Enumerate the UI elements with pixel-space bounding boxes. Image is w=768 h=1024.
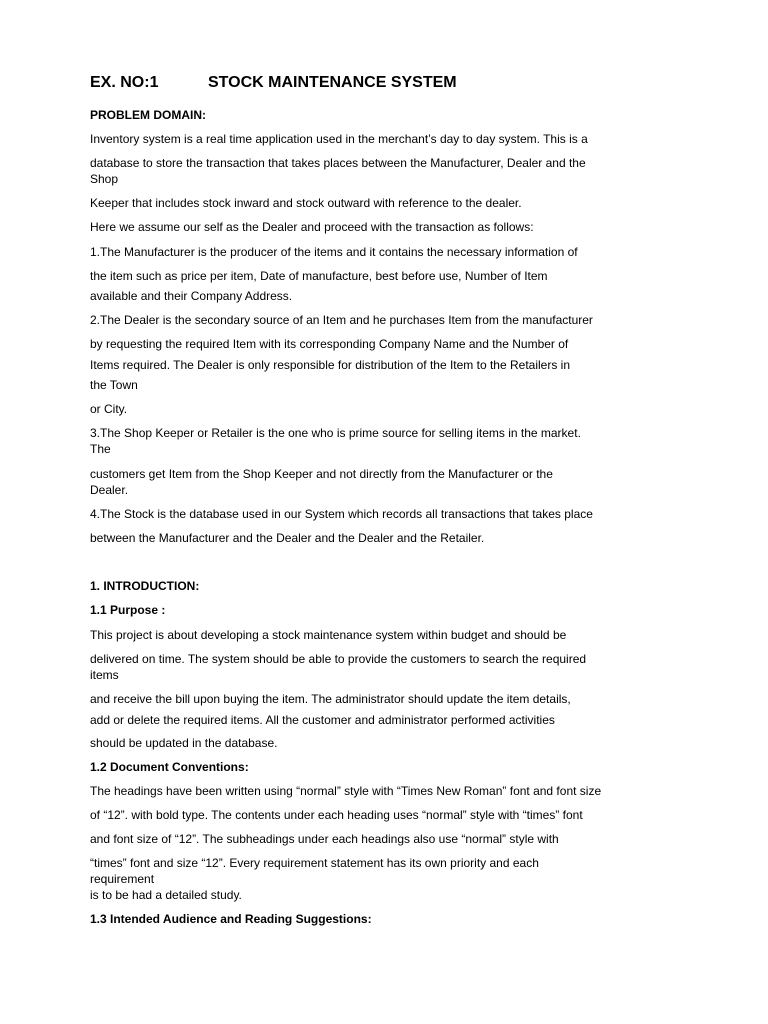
paragraph-line: 2.The Dealer is the secondary source of an Item and he purchases Item from the manufacturer xyxy=(90,313,593,327)
paragraph-line: or City. xyxy=(90,402,128,416)
paragraph-line: and receive the bill upon buying the item. The administrator should update the item details, xyxy=(90,692,571,706)
paragraph-line: Inventory system is a real time application used in the merchant’s day to day system. This is a xyxy=(90,132,588,146)
paragraph-line: Shop xyxy=(90,172,119,186)
paragraph-line: between the Manufacturer and the Dealer and the Dealer and the Retailer. xyxy=(90,531,485,545)
paragraph-line: 3.The Shop Keeper or Retailer is the one who is prime source for selling items in the market. xyxy=(90,426,581,440)
audience-subheading: 1.3 Intended Audience and Reading Suggestions: xyxy=(90,912,372,926)
paragraph-line: “times” font and size “12”. Every requirement statement has its own priority and each xyxy=(90,856,539,870)
paragraph-line: delivered on time. The system should be able to provide the customers to search the required xyxy=(90,652,587,666)
paragraph-line: add or delete the required items. All the customer and administrator performed activities xyxy=(90,713,555,727)
paragraph-line: Here we assume our self as the Dealer and proceed with the transaction as follows: xyxy=(90,220,534,234)
purpose-subheading: 1.1 Purpose : xyxy=(90,603,166,617)
paragraph-line: 4.The Stock is the database used in our System which records all transactions that takes place xyxy=(90,507,593,521)
paragraph-line: Items required. The Dealer is only responsible for distribution of the Item to the Retailers in xyxy=(90,358,571,372)
paragraph-line: items xyxy=(90,668,119,682)
conventions-subheading: 1.2 Document Conventions: xyxy=(90,760,249,774)
problem-domain-heading: PROBLEM DOMAIN: xyxy=(90,108,206,122)
paragraph-line: This project is about developing a stock maintenance system within budget and should be xyxy=(90,628,567,642)
paragraph-line: The headings have been written using “normal” style with “Times New Roman” font and font size xyxy=(90,784,602,798)
introduction-heading: 1. INTRODUCTION: xyxy=(90,579,200,593)
paragraph-line: database to store the transaction that takes places between the Manufacturer, Dealer and the xyxy=(90,156,586,170)
paragraph-line: by requesting the required Item with its corresponding Company Name and the Number of xyxy=(90,337,569,351)
exercise-number: EX. NO:1 xyxy=(90,74,159,91)
document-title: STOCK MAINTENANCE SYSTEM xyxy=(208,74,457,91)
paragraph-line: 1.The Manufacturer is the producer of the items and it contains the necessary information of xyxy=(90,245,578,259)
paragraph-line: requirement xyxy=(90,872,155,886)
paragraph-line: and font size of “12”. The subheadings under each headings also use “normal” style with xyxy=(90,832,559,846)
paragraph-line: available and their Company Address. xyxy=(90,289,293,303)
paragraph-line: Dealer. xyxy=(90,483,129,497)
paragraph-line: is to be had a detailed study. xyxy=(90,888,242,902)
paragraph-line: of “12”. with bold type. The contents under each heading uses “normal” style with “times” font xyxy=(90,808,583,822)
paragraph-line: the item such as price per item, Date of manufacture, best before use, Number of Item xyxy=(90,269,548,283)
paragraph-line: should be updated in the database. xyxy=(90,736,278,750)
paragraph-line: Keeper that includes stock inward and stock outward with reference to the dealer. xyxy=(90,196,522,210)
paragraph-line: The xyxy=(90,442,111,456)
paragraph-line: customers get Item from the Shop Keeper and not directly from the Manufacturer or the xyxy=(90,467,553,481)
paragraph-line: the Town xyxy=(90,378,138,392)
